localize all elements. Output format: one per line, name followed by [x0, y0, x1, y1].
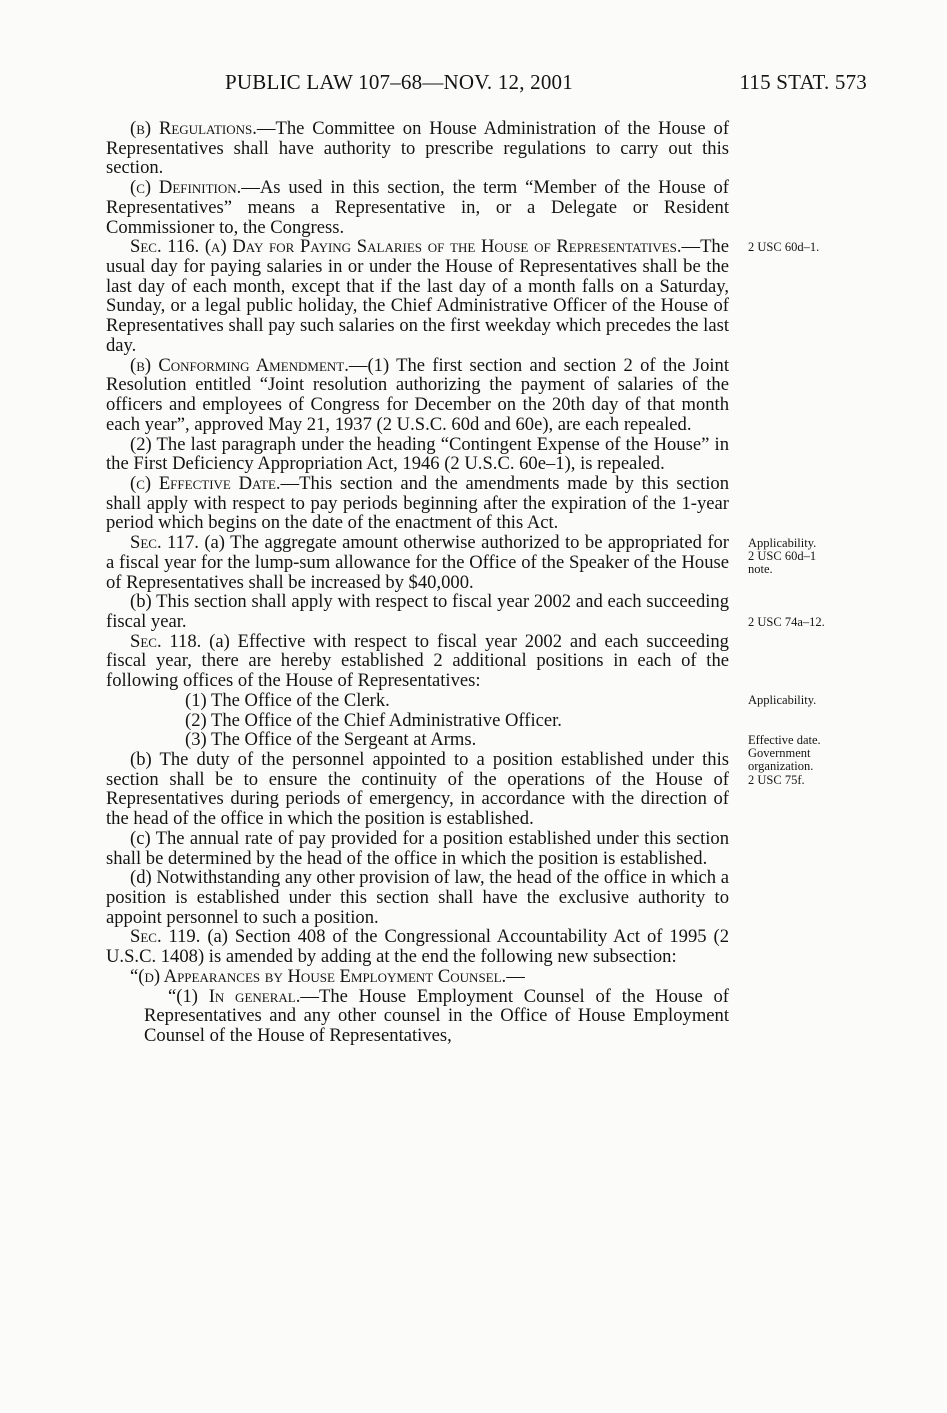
margin-note	[748, 616, 825, 629]
paragraph-text: (a) Section 408 of the Congressional Accountability Act of 1995 (2 U.S.C. 1408) is amended by adding at the end the following new subsection:	[106, 926, 729, 968]
subsection-heading: (c) Definition.	[130, 177, 242, 199]
paragraph-text: —The House Employment Counsel of the House of Representatives and any other counsel in the Office of House Employment Counsel of the House of Representatives,	[144, 985, 729, 1047]
margin-note-line: organization.	[748, 759, 814, 774]
subsection-heading: “(d) Appearances by House Employment Counsel.	[130, 965, 507, 987]
margin-note-line: Applicability.	[748, 536, 817, 550]
quoted-paragraph	[106, 987, 729, 1046]
paragraph	[106, 533, 729, 592]
margin-note-line: Effective date.	[748, 733, 821, 747]
page-header-stat: 115 STAT. 573	[739, 70, 867, 94]
section-number: Sec. 117.	[130, 532, 199, 554]
paragraph-text: —The usual day for paying salaries in or under the House of Representatives shall be the last day of each month, except that if the last day of a month falls on a Saturday, Sunday, or a legal public holiday, the Chief Administrative Officer of the House of Representatives shall pay such salaries on the first weekday which precedes the last day.	[106, 236, 729, 356]
page-header-title: PUBLIC LAW 107–68—NOV. 12, 2001	[225, 70, 573, 94]
margin-note-line: note.	[748, 562, 773, 577]
paragraph: (2) The last paragraph under the heading “Contingent Expense of the House” in the First Deficiency Appropriation Act, 1946 (2 U.S.C. 60e–1), is repealed.	[106, 433, 729, 475]
paragraph	[106, 178, 729, 237]
margin-note-line: 2 USC 60d–1.	[748, 240, 820, 254]
quoted-heading	[106, 967, 729, 987]
paragraph-text: —(1) The first section and section 2 of the Joint Resolution entitled “Joint resolution authorizing the payment of salaries of the officers and employees of Congress for December on the 20th day of that month each year”, approved May 21, 1937 (2 U.S.C. 60d and 60e), are each repealed.	[106, 354, 729, 435]
subsection-heading: (b) Regulations.	[130, 118, 257, 139]
list-item: (2) The Office of the Chief Administrative Officer.	[185, 709, 562, 731]
subsection-heading: (a) Day for Paying Salaries of the House of Representatives.	[204, 236, 682, 258]
paragraph	[106, 632, 729, 691]
margin-note-line: 2 USC 75f.	[748, 772, 805, 787]
subsection-heading: (b) Conforming Amendment.	[130, 354, 349, 376]
paragraph-text: —As used in this section, the term “Member of the House of Representatives” means a Representative in, or a Delegate or Resident Commissioner to, the Congress.	[106, 177, 729, 238]
margin-note	[748, 734, 821, 787]
paragraph: (d) Notwithstanding any other provision of law, the head of the office in which a position is established under this section shall have the exclusive authority to appoint personnel to such a position.	[106, 867, 729, 928]
margin-note-line: 2 USC 74a–12.	[748, 615, 825, 629]
section-number: Sec. 116.	[130, 236, 200, 258]
paragraph-text: (a) Effective with respect to fiscal year 2002 and each succeeding fiscal year, there are hereby established 2 additional positions in each of the following offices of the House of Representatives:	[106, 630, 729, 692]
paragraph	[106, 356, 729, 435]
paragraph-text: —The Committee on House Administration of the House of Representatives shall have authority to prescribe regulations to carry out this section.	[106, 118, 730, 179]
section-number: Sec. 118.	[130, 630, 202, 652]
section-number: Sec. 119.	[130, 926, 201, 948]
list-item: (3) The Office of the Sergeant at Arms.	[185, 729, 477, 751]
list-item: (1) The Office of the Clerk.	[185, 689, 390, 711]
margin-note-line: 2 USC 60d–1	[748, 549, 817, 564]
paragraph-text: —	[506, 965, 525, 987]
margin-note-line: Government	[748, 746, 811, 761]
paragraph-text: (a) The aggregate amount otherwise authorized to be appropriated for a fiscal year for the lump-sum allowance for the Office of the Speaker of the House of Representatives shall be increased by $40,000.	[106, 532, 730, 593]
subsection-heading: “(1) In general.	[168, 985, 301, 1007]
paragraph: (b) This section shall apply with respect to fiscal year 2002 and each succeeding fiscal year.	[106, 591, 729, 632]
paragraph	[106, 927, 729, 966]
paragraph	[106, 237, 729, 355]
margin-note	[748, 694, 816, 707]
paragraph	[106, 474, 729, 533]
paragraph-text: —This section and the amendments made by this section shall apply with respect to pay periods beginning after the expiration of the 1-year period which begins on the date of the enactment of this Act.	[106, 472, 729, 534]
paragraph: (c) The annual rate of pay provided for a position established under this section shall be determined by the head of the office in which the position is established.	[106, 827, 729, 869]
margin-note	[748, 537, 816, 577]
margin-note	[748, 241, 819, 254]
margin-note-line: Applicability.	[748, 693, 817, 707]
paragraph: (b) The duty of the personnel appointed to a position established under this section shall be to ensure the continuity of the operations of the House of Representatives during periods of emergency, in accordance with the direction of the head of the office in which the position is established.	[106, 749, 729, 830]
subsection-heading: (c) Effective Date.	[130, 472, 281, 494]
paragraph	[106, 119, 729, 178]
body-text	[106, 119, 729, 1046]
